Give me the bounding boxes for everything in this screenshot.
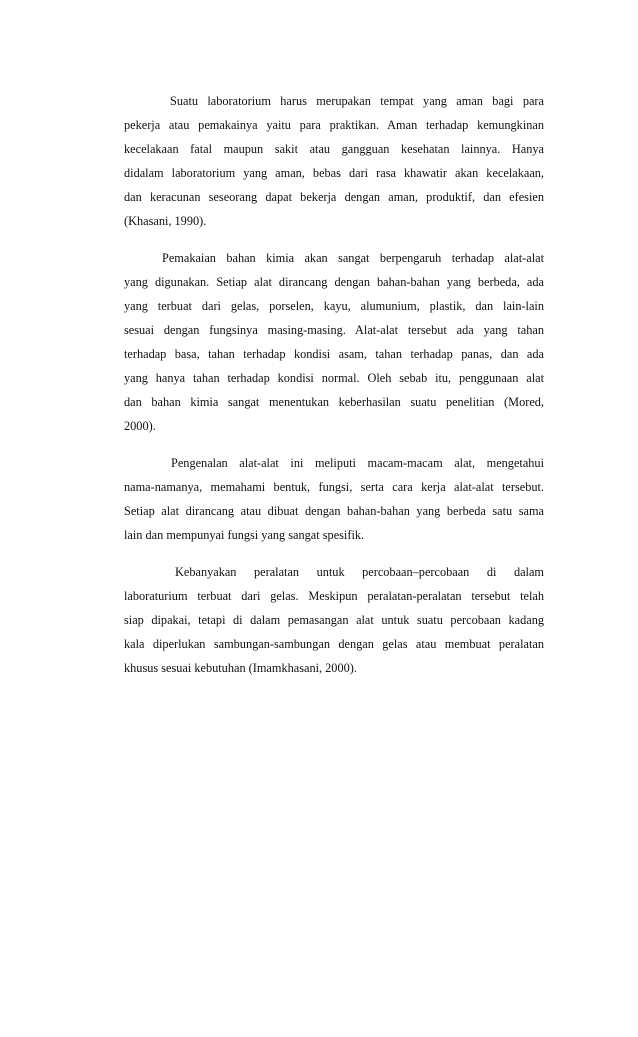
paragraph-line: dan bahan kimia sangat menentukan keberhasilan suatu penelitian (Mored, <box>124 395 544 409</box>
paragraph-line: laboraturium terbuat dari gelas. Meskipun peralatan-peralatan tersebut telah <box>124 589 544 603</box>
paragraph-line: Kebanyakan peralatan untuk percobaan–percobaan di dalam <box>175 565 544 579</box>
paragraph-line: yang digunakan. Setiap alat dirancang dengan bahan-bahan yang berbeda, ada <box>124 275 544 289</box>
paragraph-line: yang terbuat dari gelas, porselen, kayu, alumunium, plastik, dan lain-lain <box>124 299 544 313</box>
paragraph-line: terhadap basa, tahan terhadap kondisi asam, tahan terhadap panas, dan ada <box>124 347 544 361</box>
paragraph-line: siap dipakai, tetapi di dalam pemasangan alat untuk suatu percobaan kadang <box>124 613 544 627</box>
paragraph-line: Setiap alat dirancang atau dibuat dengan bahan-bahan yang berbeda satu sama <box>124 504 544 518</box>
paragraph-line: lain dan mempunyai fungsi yang sangat spesifik. <box>124 528 365 542</box>
paragraph-chemical-usage <box>124 246 544 438</box>
paragraph-line: nama-namanya, memahami bentuk, fungsi, serta cara kerja alat-alat tersebut. <box>124 480 544 494</box>
paragraph-line: (Khasani, 1990). <box>124 214 207 228</box>
paragraph-laboratory-safety <box>124 89 544 233</box>
paragraph-line: didalam laboratorium yang aman, bebas dari rasa khawatir akan kecelakaan, <box>124 166 544 180</box>
paragraph-line: Suatu laboratorium harus merupakan tempat yang aman bagi para <box>170 94 544 108</box>
paragraph-line: pekerja atau pemakainya yaitu para praktikan. Aman terhadap kemungkinan <box>124 118 544 132</box>
paragraph-line: kecelakaan fatal maupun sakit atau gangguan kesehatan lainnya. Hanya <box>124 142 544 156</box>
paragraph-line: khusus sesuai kebutuhan (Imamkhasani, 2000). <box>124 661 357 675</box>
paragraph-line: 2000). <box>124 419 156 433</box>
paragraph-line: yang hanya tahan terhadap kondisi normal. Oleh sebab itu, penggunaan alat <box>124 371 544 385</box>
paragraph-line: kala diperlukan sambungan-sambungan dengan gelas atau membuat peralatan <box>124 637 544 651</box>
paragraph-line: sesuai dengan fungsinya masing-masing. Alat-alat tersebut ada yang tahan <box>124 323 544 337</box>
paragraph-line: Pengenalan alat-alat ini meliputi macam-macam alat, mengetahui <box>171 456 544 470</box>
paragraph-line: dan keracunan seseorang dapat bekerja dengan aman, produktif, dan efesien <box>124 190 544 204</box>
document-body <box>124 89 544 693</box>
paragraph-line: Pemakaian bahan kimia akan sangat berpengaruh terhadap alat-alat <box>162 251 544 265</box>
paragraph-glassware <box>124 560 544 680</box>
paragraph-equipment-introduction <box>124 451 544 547</box>
